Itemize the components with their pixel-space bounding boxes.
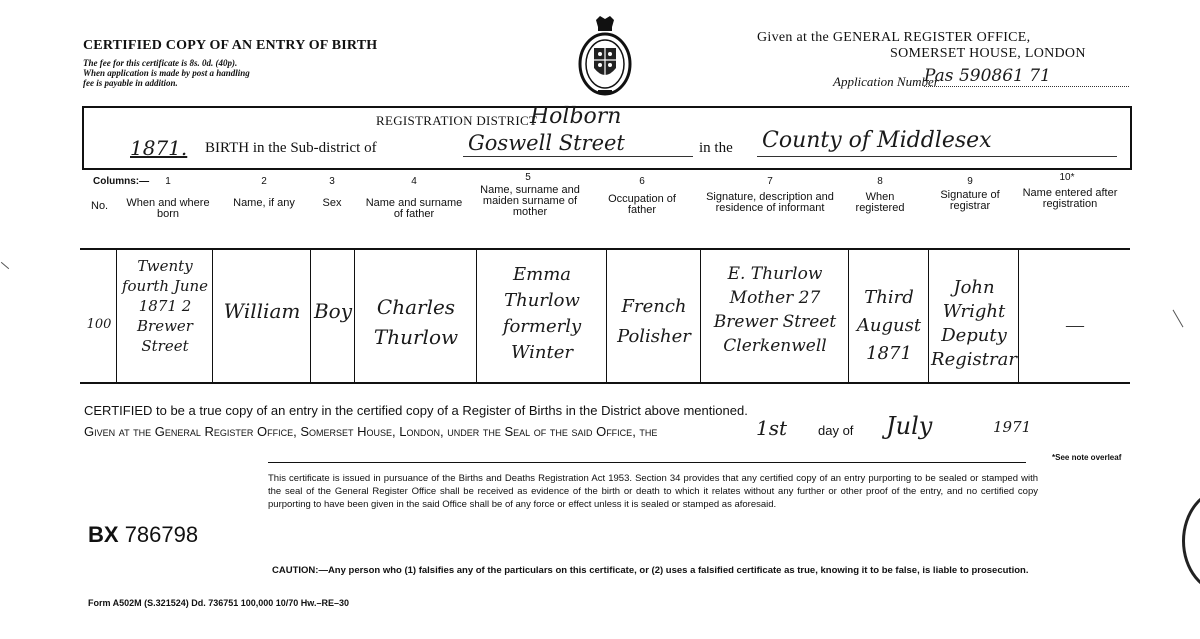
column-number: 3 (329, 176, 335, 187)
column-divider (354, 248, 355, 382)
fee-note-line-3: fee is payable in addition. (83, 78, 178, 88)
entry-number: 100 (86, 317, 112, 332)
column-divider (476, 248, 477, 382)
entry-father: Charles Thurlow (373, 295, 459, 349)
application-number-value: Pas 590861 71 (924, 66, 1051, 86)
column-number: 9 (967, 176, 973, 187)
sub-district-line (463, 156, 693, 157)
scan-mark (1, 262, 9, 269)
entry-occupation: French Polisher (617, 296, 691, 347)
county-label: in the (699, 140, 733, 156)
see-note-overleaf: *See note overleaf (1052, 453, 1122, 462)
given-at-line-2: SOMERSET HOUSE, LONDON (890, 46, 1086, 61)
given-at-line-1: Given at the GENERAL REGISTER OFFICE, (757, 30, 1031, 45)
royal-crest-icon (576, 14, 634, 98)
caution-notice: CAUTION:—Any person who (1) falsifies any of the particulars on this certificate, or (2) uses a falsified certificate as true, knowing it to be false, is liable to prosecution. (272, 565, 1029, 576)
column-number: 4 (411, 176, 417, 187)
no-column-header: No. (91, 200, 109, 212)
column-header: When registered (855, 191, 905, 214)
entry-when-where-born: Twenty fourth June 1871 2 Brewer Street (121, 257, 209, 355)
column-number: 8 (877, 176, 883, 187)
serial-prefix: BX (88, 522, 119, 547)
column-header: Occupation of father (608, 193, 676, 216)
entry-name: William (223, 299, 301, 323)
entry-registrar: John Wright Deputy Registrar (931, 277, 1017, 370)
fee-note-line-1: The fee for this certificate is 8s. 0d. (40p). (83, 58, 238, 68)
registration-district-value: Holborn (530, 104, 622, 129)
column-divider (848, 248, 849, 382)
serial-digits: 786798 (124, 522, 199, 547)
divider (268, 462, 1026, 463)
sub-district-value: Goswell Street (468, 131, 625, 155)
application-number-label: Application Number (833, 74, 939, 89)
fee-note (83, 58, 323, 88)
certificate-title: CERTIFIED COPY OF AN ENTRY OF BIRTH (83, 38, 378, 53)
fee-note-line-2: When application is made by post a handling (83, 68, 250, 78)
column-number: 1 (165, 176, 171, 187)
column-divider (1018, 248, 1019, 382)
column-divider (212, 248, 213, 382)
county-line (757, 156, 1117, 157)
sub-district-label: BIRTH in the Sub-district of (205, 140, 377, 156)
column-header: Name entered after registration (1022, 187, 1118, 210)
birth-year: 1871. (130, 136, 188, 160)
registration-district-label: REGISTRATION DISTRICT (376, 113, 538, 128)
entry-informant: E. Thurlow Mother 27 Brewer Street Clerkenwell (713, 264, 837, 356)
column-number: 10* (1059, 172, 1075, 183)
column-header: Signature, description and residence of informant (706, 191, 834, 214)
application-number-line (924, 86, 1129, 87)
column-header: Name, if any (233, 197, 295, 209)
columns-label: Columns:— (93, 176, 150, 187)
county-value: County of Middlesex (762, 128, 992, 153)
act-notice: This certificate is issued in pursuance of the Births and Deaths Registration Act 1953. Section 34 provides that any certified copy of an entry purporting to be sealed or stamped with the seal of the General Register Office shall be received as evidence of the birth or death to which it relates without any further or other proof of the entry, and no certified copy purporting to have been given in the said Office shall be of any force or effect unless it is sealed or stamped as aforesaid. (268, 473, 1038, 510)
column-divider (606, 248, 607, 382)
column-divider (310, 248, 311, 382)
seal-edge-icon (1182, 488, 1200, 594)
certified-year: 1971 (993, 418, 1032, 436)
column-header: Signature of registrar (940, 189, 1000, 212)
column-number: 5 (525, 172, 531, 183)
serial-number (88, 522, 198, 548)
entry-sex: Boy (313, 299, 353, 323)
column-number: 7 (767, 176, 773, 187)
day-of-label: day of (818, 423, 854, 438)
column-header: Name and surname of father (365, 197, 463, 220)
given-under-seal-statement: Given at the General Register Office, Somerset House, London, under the Seal of the said Office, the (84, 424, 658, 439)
column-divider (700, 248, 701, 382)
column-header: Sex (322, 197, 342, 209)
form-reference: Form A502M (S.321524) Dd. 736751 100,000 10/70 Hw.–RE–30 (88, 598, 349, 608)
certified-month: July (886, 412, 933, 440)
scan-mark (1173, 310, 1184, 328)
entry-when-registered: Third August 1871 (856, 287, 922, 364)
column-number: 2 (261, 176, 267, 187)
column-header: Name, surname and maiden surname of mother (480, 184, 580, 218)
entry-mother: Emma Thurlow formerly Winter (502, 264, 582, 363)
column-number: 6 (639, 176, 645, 187)
certified-statement: CERTIFIED to be a true copy of an entry in the certified copy of a Register of Births in the District above mentioned. (84, 403, 748, 418)
column-header: When and where born (126, 197, 210, 220)
entry-name-after-registration: — (1066, 315, 1084, 335)
certified-day: 1st (756, 416, 788, 440)
column-divider (928, 248, 929, 382)
column-divider (116, 248, 117, 382)
